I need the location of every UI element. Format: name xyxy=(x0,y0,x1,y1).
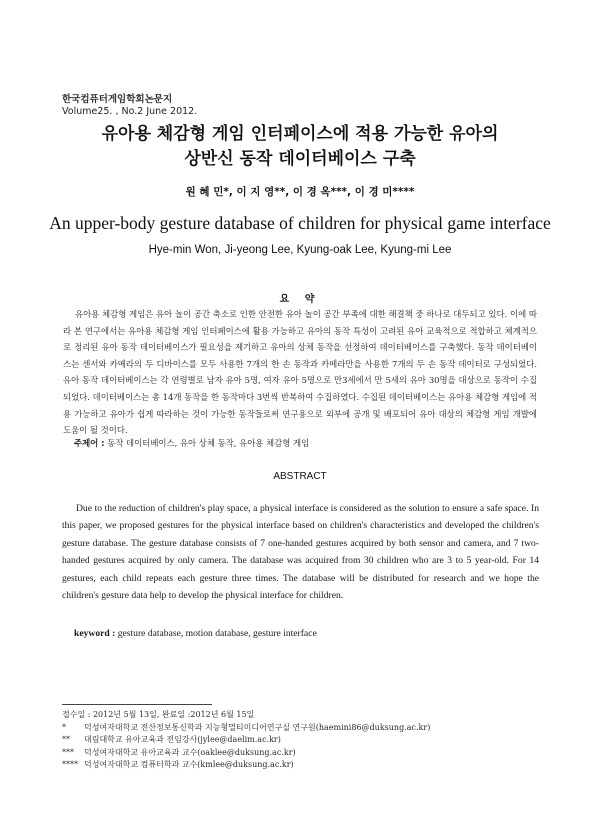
footnote-author-3 xyxy=(62,747,430,760)
korean-authors: 원 혜 민*, 이 지 영**, 이 경 옥***, 이 경 미**** xyxy=(185,186,415,198)
english-abstract-body: Due to the reduction of children's play space, a physical interface is considered as the solution to ensure a safe space. In this paper, we proposed gestures for the physical interface based on children's characteristics and developed the children's gesture database. The gesture database consists of 7 one-handed gestures acquired by both sensor and camera, and 7 two-handed gestures acquired by only camera. The database was acquired from 30 children who are 3 to 5 year-old. For 14 gestures, each child repeats each gesture three times. The database will be distributed for research and we hope the children's gesture data help to develop the physical interface for children. xyxy=(62,503,539,602)
footnote-author-2 xyxy=(62,734,430,747)
journal-name: 한국컴퓨터게임학회논문지 xyxy=(62,94,173,105)
footnote-mark: *** xyxy=(62,747,74,757)
footnote-text: 덕성여자대학교 유아교육과 교수(oaklee@duksung.ac.kr) xyxy=(84,747,296,757)
english-keywords-text: gesture database, motion database, gesture interface xyxy=(117,628,317,639)
korean-keywords xyxy=(74,437,309,449)
footnote-mark: ** xyxy=(62,735,70,745)
korean-title-line-1: 유아용 체감형 게임 인터페이스에 적용 가능한 유아의 xyxy=(101,124,499,144)
journal-issue: Volume25. , No.2 June 2012. xyxy=(62,106,198,117)
footnote-mark: * xyxy=(62,722,66,732)
english-keywords xyxy=(74,628,317,639)
korean-abstract-heading: 요 약 xyxy=(279,294,321,305)
korean-title-line-2: 상반신 동작 데이터베이스 구축 xyxy=(184,149,416,169)
journal-header xyxy=(62,94,197,118)
footnote-text: 대림대학교 유아교육과 전임강사(jylee@daelim.ac.kr) xyxy=(84,735,281,745)
english-title: An upper-body gesture database of children for physical game interface xyxy=(49,213,551,233)
footnote-author-1 xyxy=(62,722,430,735)
footnote-text: 덕성여자대학교 전산정보통신학과 지능형멀티미디어연구실 연구원(haemini86@duksung.ac.kr) xyxy=(84,722,431,732)
footnote-divider xyxy=(62,704,212,705)
korean-abstract-body: 유아용 체감형 게임은 유아 놀이 공간 축소로 인한 안전한 유아 놀이 공간 부족에 대한 해결책 중 하나로 대두되고 있다. 이에 따라 본 연구에서는 유아용 체감형 게임 인터페이스에 활용 가능하고 유아의 동작 특성이 고려된 유아 교육적으로 적합하고 체계적으로 정리된 유아 동작 데이터베이스가 필요성을 제기하고 유아의 상체 동작을 선정하여 데이터베이스를 구축했다. 동작 데이터베이스는 센서와 카메라의 두 디바이스를 모두 사용한 7개의 한 손 동작과 카메라만을 사용한 7개의 두 손 동작 데이터로 구성되었다. 유아 동작 데이터베이스는 각 연령별로 남자 유아 5명, 여자 유아 5명으로 만3세에서 만 5세의 유아 30명을 대상으로 동작이 수집되었다. 데이터베이스는 총 14개 동작을 한 동작마다 3번씩 반복하여 수집하였다. 수집된 데이터베이스는 유아용 체감형 게임에 적용 가능하고 유아가 쉽게 따라하는 것이 가능한 동작들로써 연구용으로 외부에 공개 및 배포되어 유아 대상의 체감형 게임 개발에 도움이 될 것이다. xyxy=(63,309,537,436)
footnote-dates xyxy=(62,709,430,722)
footnote-author-4 xyxy=(62,759,430,772)
english-keywords-label: keyword : xyxy=(74,628,116,639)
footnotes xyxy=(62,709,430,772)
english-abstract-heading: ABSTRACT xyxy=(273,471,327,482)
english-authors: Hye-min Won, Ji-yeong Lee, Kyung-oak Lee, Kyung-mi Lee xyxy=(148,244,452,256)
footnote-text: 덕성여자대학교 컴퓨터학과 교수(kmlee@duksung.ac.kr) xyxy=(84,760,294,770)
korean-keywords-text: 동작 데이터베이스, 유아 상체 동작, 유아용 체감형 게임 xyxy=(107,438,310,448)
korean-keywords-label: 주제어 : xyxy=(74,438,105,448)
footnote-mark: **** xyxy=(62,760,78,770)
korean-title xyxy=(40,122,560,172)
footnote-text: 접수일 : 2012년 5월 13일, 완료일 :2012년 6월 15일 xyxy=(62,710,255,719)
